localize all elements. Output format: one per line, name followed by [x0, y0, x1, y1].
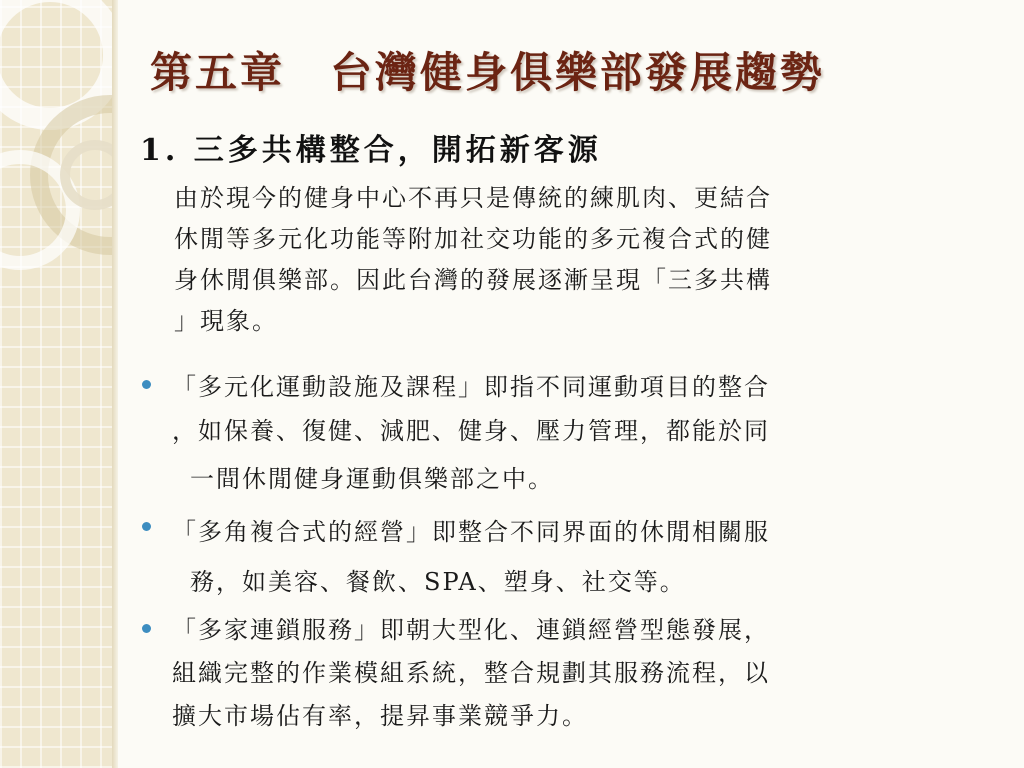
bullet-line: ，如保養、復健、減肥、健身、壓力管理，都能於同: [172, 417, 770, 445]
intro-line: 身休閒俱樂部。因此台灣的發展逐漸呈現「三多共構: [174, 266, 772, 294]
bullet-line: 組織完整的作業模組系統，整合規劃其服務流程，以: [172, 659, 770, 687]
intro-line: 」現象。: [174, 307, 278, 335]
bullet-line: 「多元化運動設施及課程」即指不同運動項目的整合: [172, 373, 770, 401]
section-heading: 1. 三多共構整合，開拓新客源: [140, 133, 602, 168]
intro-line: 休閒等多元化功能等附加社交功能的多元複合式的健: [174, 225, 772, 253]
bullet-line: 「多家連鎖服務」即朝大型化、連鎖經營型態發展，: [172, 616, 770, 644]
side-panel-edge: [112, 0, 118, 768]
bullet-line: 擴大市場佔有率，提昇事業競爭力。: [172, 702, 588, 730]
bullet-item-multi-facility: [140, 365, 960, 505]
bullet-dot-icon: [142, 522, 151, 531]
bullet-list: [140, 365, 960, 738]
slide-title: 第五章 台灣健身俱樂部發展趨勢: [150, 48, 826, 97]
bullet-line: 「多角複合式的經營」即整合不同界面的休閒相關服: [172, 518, 770, 546]
bullet-dot-icon: [142, 380, 151, 389]
intro-line: 由於現今的健身中心不再只是傳統的練肌肉、更結合: [174, 184, 772, 212]
bullet-item-multi-business: [140, 507, 960, 607]
bullet-dot-icon: [142, 624, 151, 633]
bullet-line: 務，如美容、餐飲、SPA、塑身、社交等。: [190, 568, 686, 596]
decorative-side-panel: [0, 0, 112, 768]
bullet-line: 一間休閒健身運動俱樂部之中。: [190, 465, 554, 493]
intro-paragraph: [170, 178, 960, 342]
bullet-item-multi-chain: [140, 609, 960, 738]
